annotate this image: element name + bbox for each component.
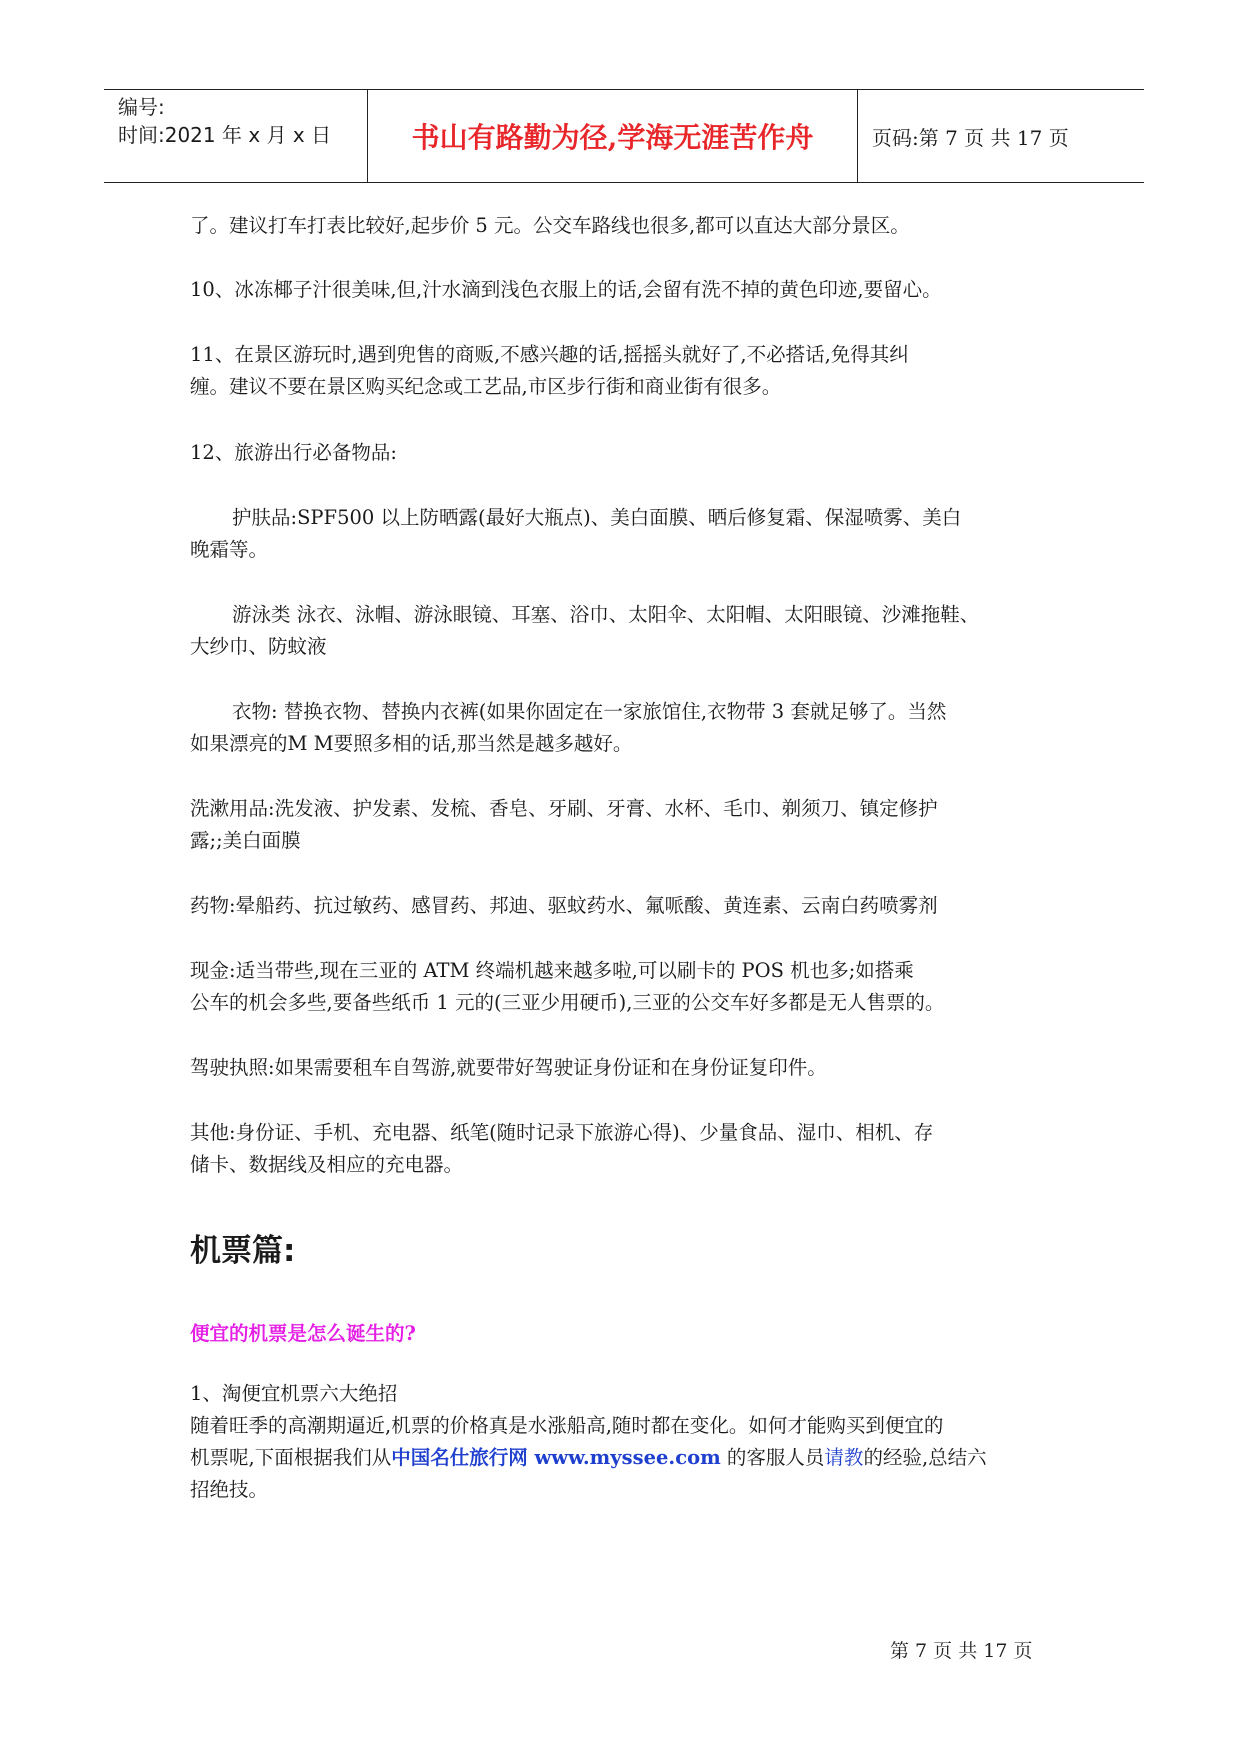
paragraph-line: 了。建议打车打表比较好,起步价 5 元。公交车路线也很多,都可以直达大部分景区。 bbox=[190, 214, 910, 237]
ticket-line: 招绝技。 bbox=[190, 1478, 269, 1501]
paragraph-line: 露;;美白面膜 bbox=[190, 829, 301, 852]
paragraph-line: 如果漂亮的M M要照多相的话,那当然是越多越好。 bbox=[190, 732, 633, 755]
paragraph-line: 大纱巾、防蚊液 bbox=[190, 635, 327, 658]
paragraph-line: 11、在景区游玩时,遇到兜售的商贩,不感兴趣的话,摇摇头就好了,不必搭话,免得其纠 bbox=[190, 343, 909, 366]
page-footer: 第 7 页 共 17 页 bbox=[890, 1640, 1033, 1662]
paragraph-line: 缠。建议不要在景区购买纪念或工艺品,市区步行街和商业街有很多。 bbox=[190, 375, 782, 398]
paragraph-line: 其他:身份证、手机、充电器、纸笔(随时记录下旅游心得)、少量食品、湿巾、相机、存 bbox=[190, 1121, 934, 1144]
ticket-line: 1、淘便宜机票六大绝招 bbox=[190, 1382, 398, 1405]
paragraph-line: 驾驶执照:如果需要租车自驾游,就要带好驾驶证身份证和在身份证复印件。 bbox=[190, 1056, 827, 1079]
paragraph-line: 现金:适当带些,现在三亚的 ATM 终端机越来越多啦,可以刷卡的 POS 机也多;如搭乘 bbox=[190, 959, 914, 982]
ticket-line: 随着旺季的高潮期逼近,机票的价格真是水涨船高,随时都在变化。如何才能购买到便宜的 bbox=[190, 1414, 944, 1437]
paragraph-line: 游泳类 泳衣、泳帽、游泳眼镜、耳塞、浴巾、太阳伞、太阳帽、太阳眼镜、沙滩拖鞋、 bbox=[232, 603, 980, 626]
paragraph-line: 10、冰冻椰子汁很美味,但,汁水滴到浅色衣服上的话,会留有洗不掉的黄色印迹,要留心。 bbox=[190, 278, 942, 301]
section-title: 机票篇: bbox=[190, 1233, 296, 1269]
paragraph-line: 护肤品:SPF500 以上防晒露(最好大瓶点)、美白面膜、晒后修复霜、保湿喷雾、美白 bbox=[232, 506, 962, 529]
ticket-text: 的客服人员 bbox=[720, 1446, 825, 1469]
header-motto: 书山有路勤为径,学海无涯苦作舟 bbox=[368, 90, 858, 182]
ticket-text: 的经验,总结六 bbox=[863, 1446, 987, 1469]
subsection-title: 便宜的机票是怎么诞生的? bbox=[190, 1322, 416, 1345]
paragraph-line: 洗漱用品:洗发液、护发素、发梳、香皂、牙刷、牙膏、水杯、毛巾、剃须刀、镇定修护 bbox=[190, 797, 938, 820]
paragraph-line: 药物:晕船药、抗过敏药、感冒药、邦迪、驱蚊药水、氟哌酸、黄连素、云南白药喷雾剂 bbox=[190, 894, 938, 917]
consult-link[interactable]: 请教 bbox=[824, 1446, 864, 1469]
ticket-line bbox=[190, 1442, 1070, 1474]
header-table bbox=[104, 89, 1144, 183]
ticket-text: 机票呢,下面根据我们从 bbox=[190, 1446, 392, 1469]
number-label: 编号: bbox=[118, 95, 165, 119]
paragraph-line: 12、旅游出行必备物品: bbox=[190, 441, 397, 464]
paragraph-line: 衣物: 替换衣物、替换内衣裤(如果你固定在一家旅馆住,衣物带 3 套就足够了。当然 bbox=[232, 700, 947, 723]
travel-site-link[interactable]: 中国名仕旅行网 www.myssee.com bbox=[391, 1446, 721, 1469]
header-meta bbox=[104, 90, 368, 182]
paragraph-line: 公车的机会多些,要备些纸币 1 元的(三亚少用硬币),三亚的公交车好多都是无人售票的。 bbox=[190, 991, 945, 1014]
time-label: 时间:2021 年 x 月 x 日 bbox=[118, 123, 332, 147]
paragraph-line: 储卡、数据线及相应的充电器。 bbox=[190, 1153, 464, 1176]
header-page-label: 页码:第 7 页 共 17 页 bbox=[872, 125, 1069, 150]
paragraph-line: 晚霜等。 bbox=[190, 538, 269, 561]
